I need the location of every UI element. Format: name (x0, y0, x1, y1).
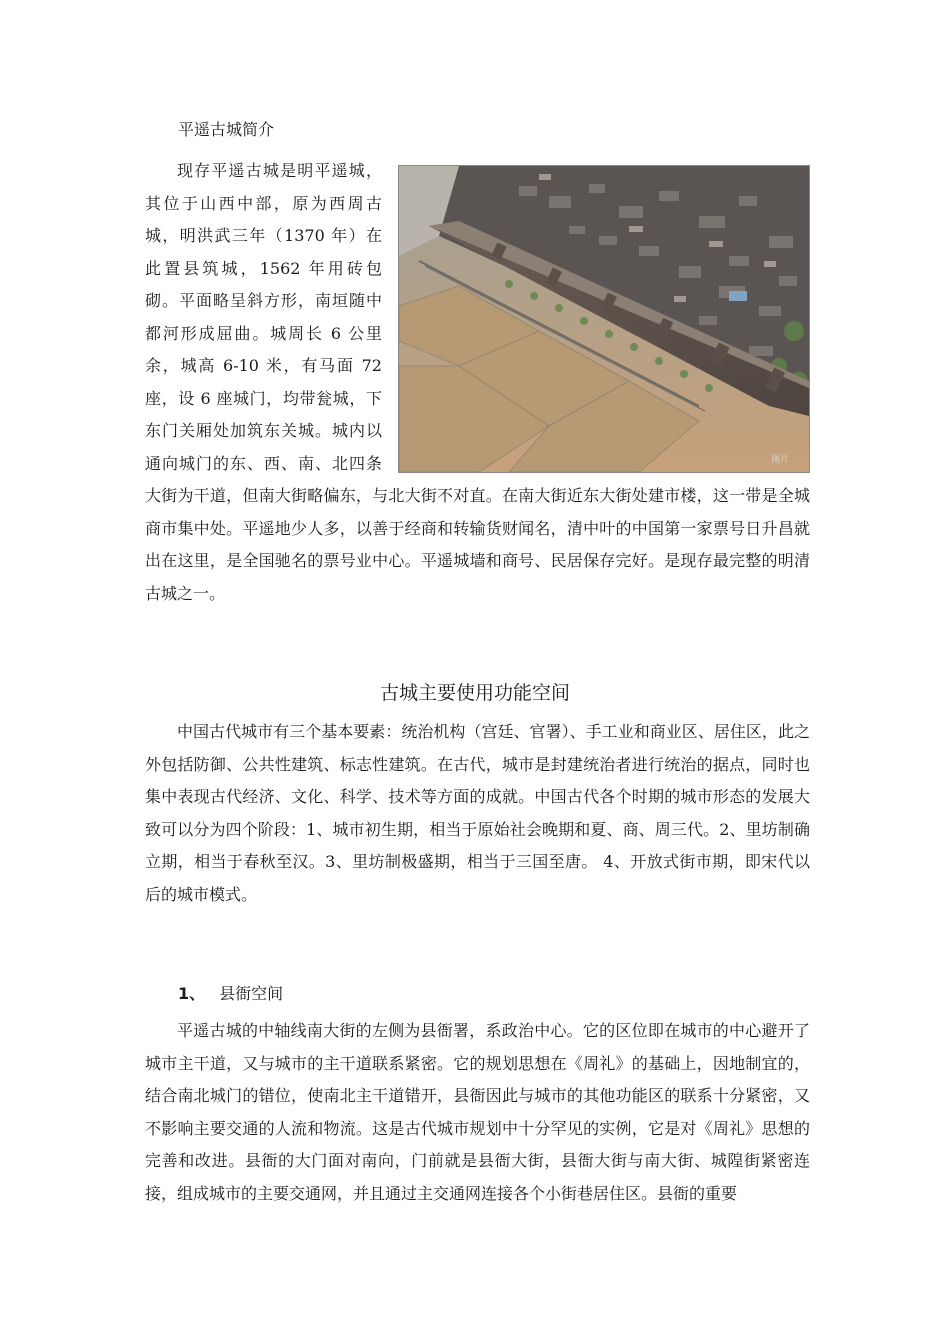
subsection-title: 县衙空间 (219, 984, 284, 1003)
subsection-number: 1、 (178, 984, 206, 1003)
city-wall-aerial-photo (398, 165, 810, 473)
section-title: 古城主要使用功能空间 (379, 682, 570, 704)
svg-text:图片: 图片 (771, 455, 790, 465)
intro-paragraph: 现存平遥古城是明平遥城，其位于山西中部，原为西周古城，明洪武三年（1370 年）在此置县筑城，1562 年用砖包砌。平面略呈斜方形，南垣随中都河形成屈曲。城周长 6 公里余，城高 6-10 米，有马面 72 座，设 6 座城门，均带瓮城，下东门关厢处加筑东关城。城内以通向城门的东、西、南、北四条大街为干道，但南大街略偏东，与北大街不对直。在南大街近东大街处建市楼，这一带是全城商市集中处。平遥地少人多，以善于经商和转输货财闻名，清中叶的中国第一家票号日升昌就出在这里，是全国驰名的票号业中心。平遥城墙和商号、民居保存完好。是现存最完整的明清古城之一。 (145, 161, 810, 603)
intro-title: 平遥古城简介 (178, 120, 275, 139)
intro-block (145, 155, 810, 610)
section-paragraph: 中国古代城市有三个基本要素：统治机构（宫廷、官署）、手工业和商业区、居住区，此之外包括防御、公共性建筑、标志性建筑。在古代，城市是封建统治者进行统治的据点，同时也集中表现古代经济、文化、科学、技术等方面的成就。中国古代各个时期的城市形态的发展大致可以分为四个阶段：1、城市初生期，相当于原始社会晚期和夏、商、周三代。2、里坊制确立期，相当于春秋至汉。3、里坊制极盛期，相当于三国至唐。 4、开放式街市期，即宋代以后的城市模式。 (145, 722, 810, 904)
subsection-paragraph: 平遥古城的中轴线南大街的左侧为县衙署，系政治中心。它的区位即在城市的中心避开了城市主干道，又与城市的主干道联系紧密。它的规划思想在《周礼》的基础上，因地制宜的，结合南北城门的错位，使南北主干道错开，县衙因此与城市的其他功能区的联系十分紧密，又不影响主要交通的人流和物流。这是古代城市规划中十分罕见的实例，它是对《周礼》思想的完善和改进。县衙的大门面对南向，门前就是县衙大街，县衙大街与南大街、城隍街紧密连接，组成城市的主要交通网，并且通过主交通网连接各个小街巷居住区。县衙的重要 (145, 1021, 810, 1203)
subsection-heading (178, 982, 283, 1006)
